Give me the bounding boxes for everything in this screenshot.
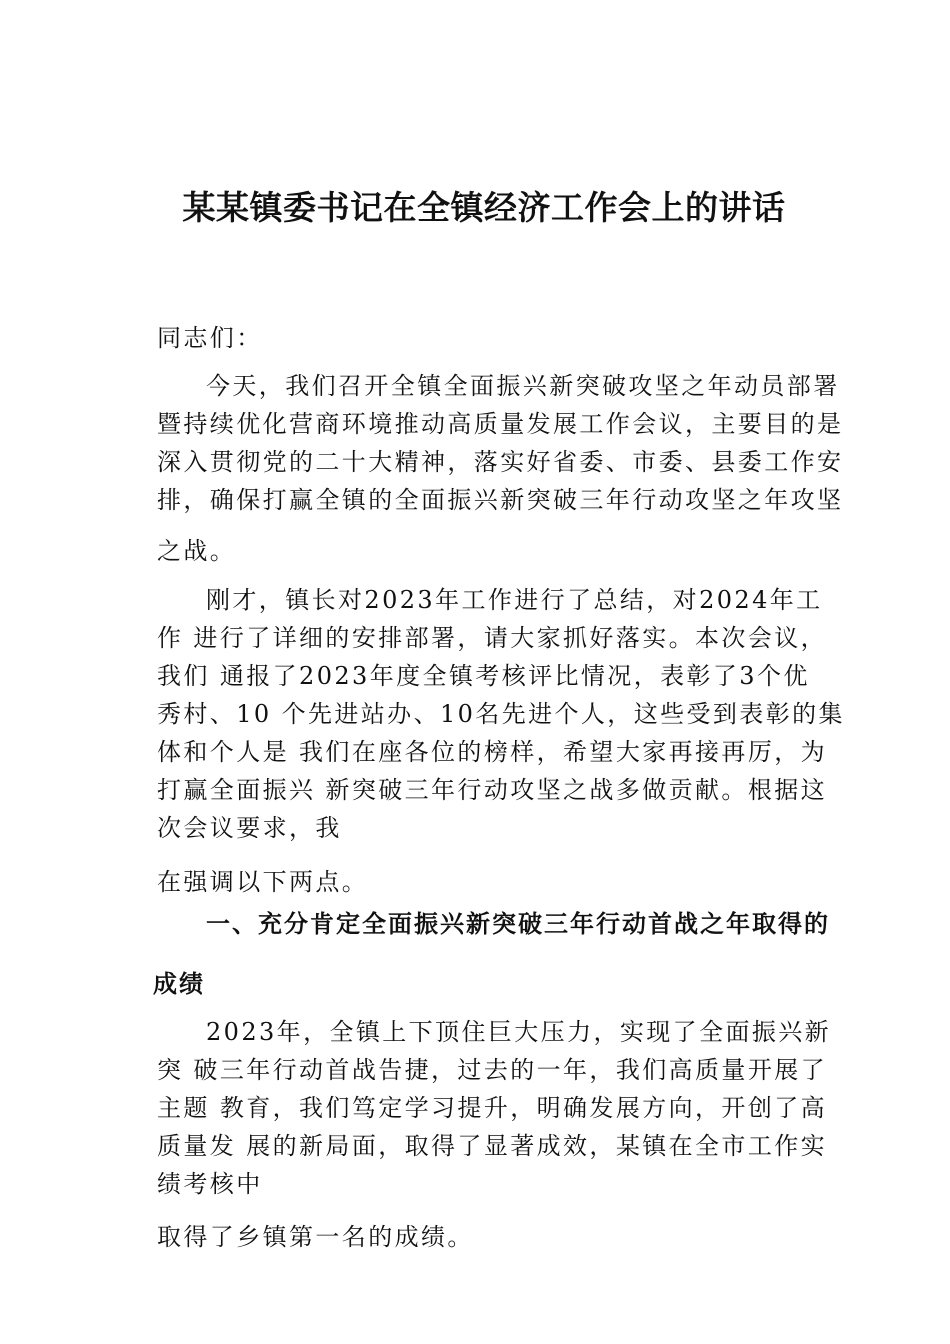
text-line: 质量发 展的新局面，取得了显著成效，某镇在全市工作实 xyxy=(157,1132,828,1160)
text-line: 秀村、10 个先进站办、10名先进个人，这些受到表彰的集 xyxy=(157,700,845,728)
text-line: 排，确保打赢全镇的全面振兴新突破三年行动攻坚之年攻坚 xyxy=(157,486,844,514)
text-line: 主题 教育，我们笃定学习提升，明确发展方向，开创了高 xyxy=(157,1094,828,1122)
heading-line: 一、充分肯定全面振兴新突破三年行动首战之年取得的 xyxy=(206,910,830,938)
text-line: 绩考核中 xyxy=(157,1170,263,1198)
text-line: 今天，我们召开全镇全面振兴新突破攻坚之年动员部署 xyxy=(206,372,840,400)
text-line: 刚才，镇长对2023年工作进行了总结，对2024年工 xyxy=(206,586,823,614)
text-line: 突 破三年行动首战告捷，过去的一年，我们高质量开展了 xyxy=(157,1056,828,1084)
text-line: 在强调以下两点。 xyxy=(157,868,369,896)
text-line: 作 进行了详细的安排部署，请大家抓好落实。本次会议， xyxy=(157,624,828,652)
text-line: 次会议要求，我 xyxy=(157,814,342,842)
document-title: 某某镇委书记在全镇经济工作会上的讲话 xyxy=(182,188,786,227)
text-line: 体和个人是 我们在座各位的榜样，希望大家再接再厉，为 xyxy=(157,738,828,766)
text-line: 打赢全面振兴 新突破三年行动攻坚之战多做贡献。根据这 xyxy=(157,776,828,804)
text-line: 之战。 xyxy=(157,537,237,565)
text-line: 2023年，全镇上下顶住巨大压力，实现了全面振兴新 xyxy=(206,1018,832,1046)
heading-line: 成绩 xyxy=(153,970,205,998)
text-line: 取得了乡镇第一名的成绩。 xyxy=(157,1223,474,1251)
text-line: 我们 通报了2023年度全镇考核评比情况，表彰了3个优 xyxy=(157,662,810,690)
text-line: 深入贯彻党的二十大精神，落实好省委、市委、县委工作安 xyxy=(157,448,844,476)
salutation: 同志们： xyxy=(157,324,263,352)
text-line: 暨持续优化营商环境推动高质量发展工作会议，主要目的是 xyxy=(157,410,844,438)
